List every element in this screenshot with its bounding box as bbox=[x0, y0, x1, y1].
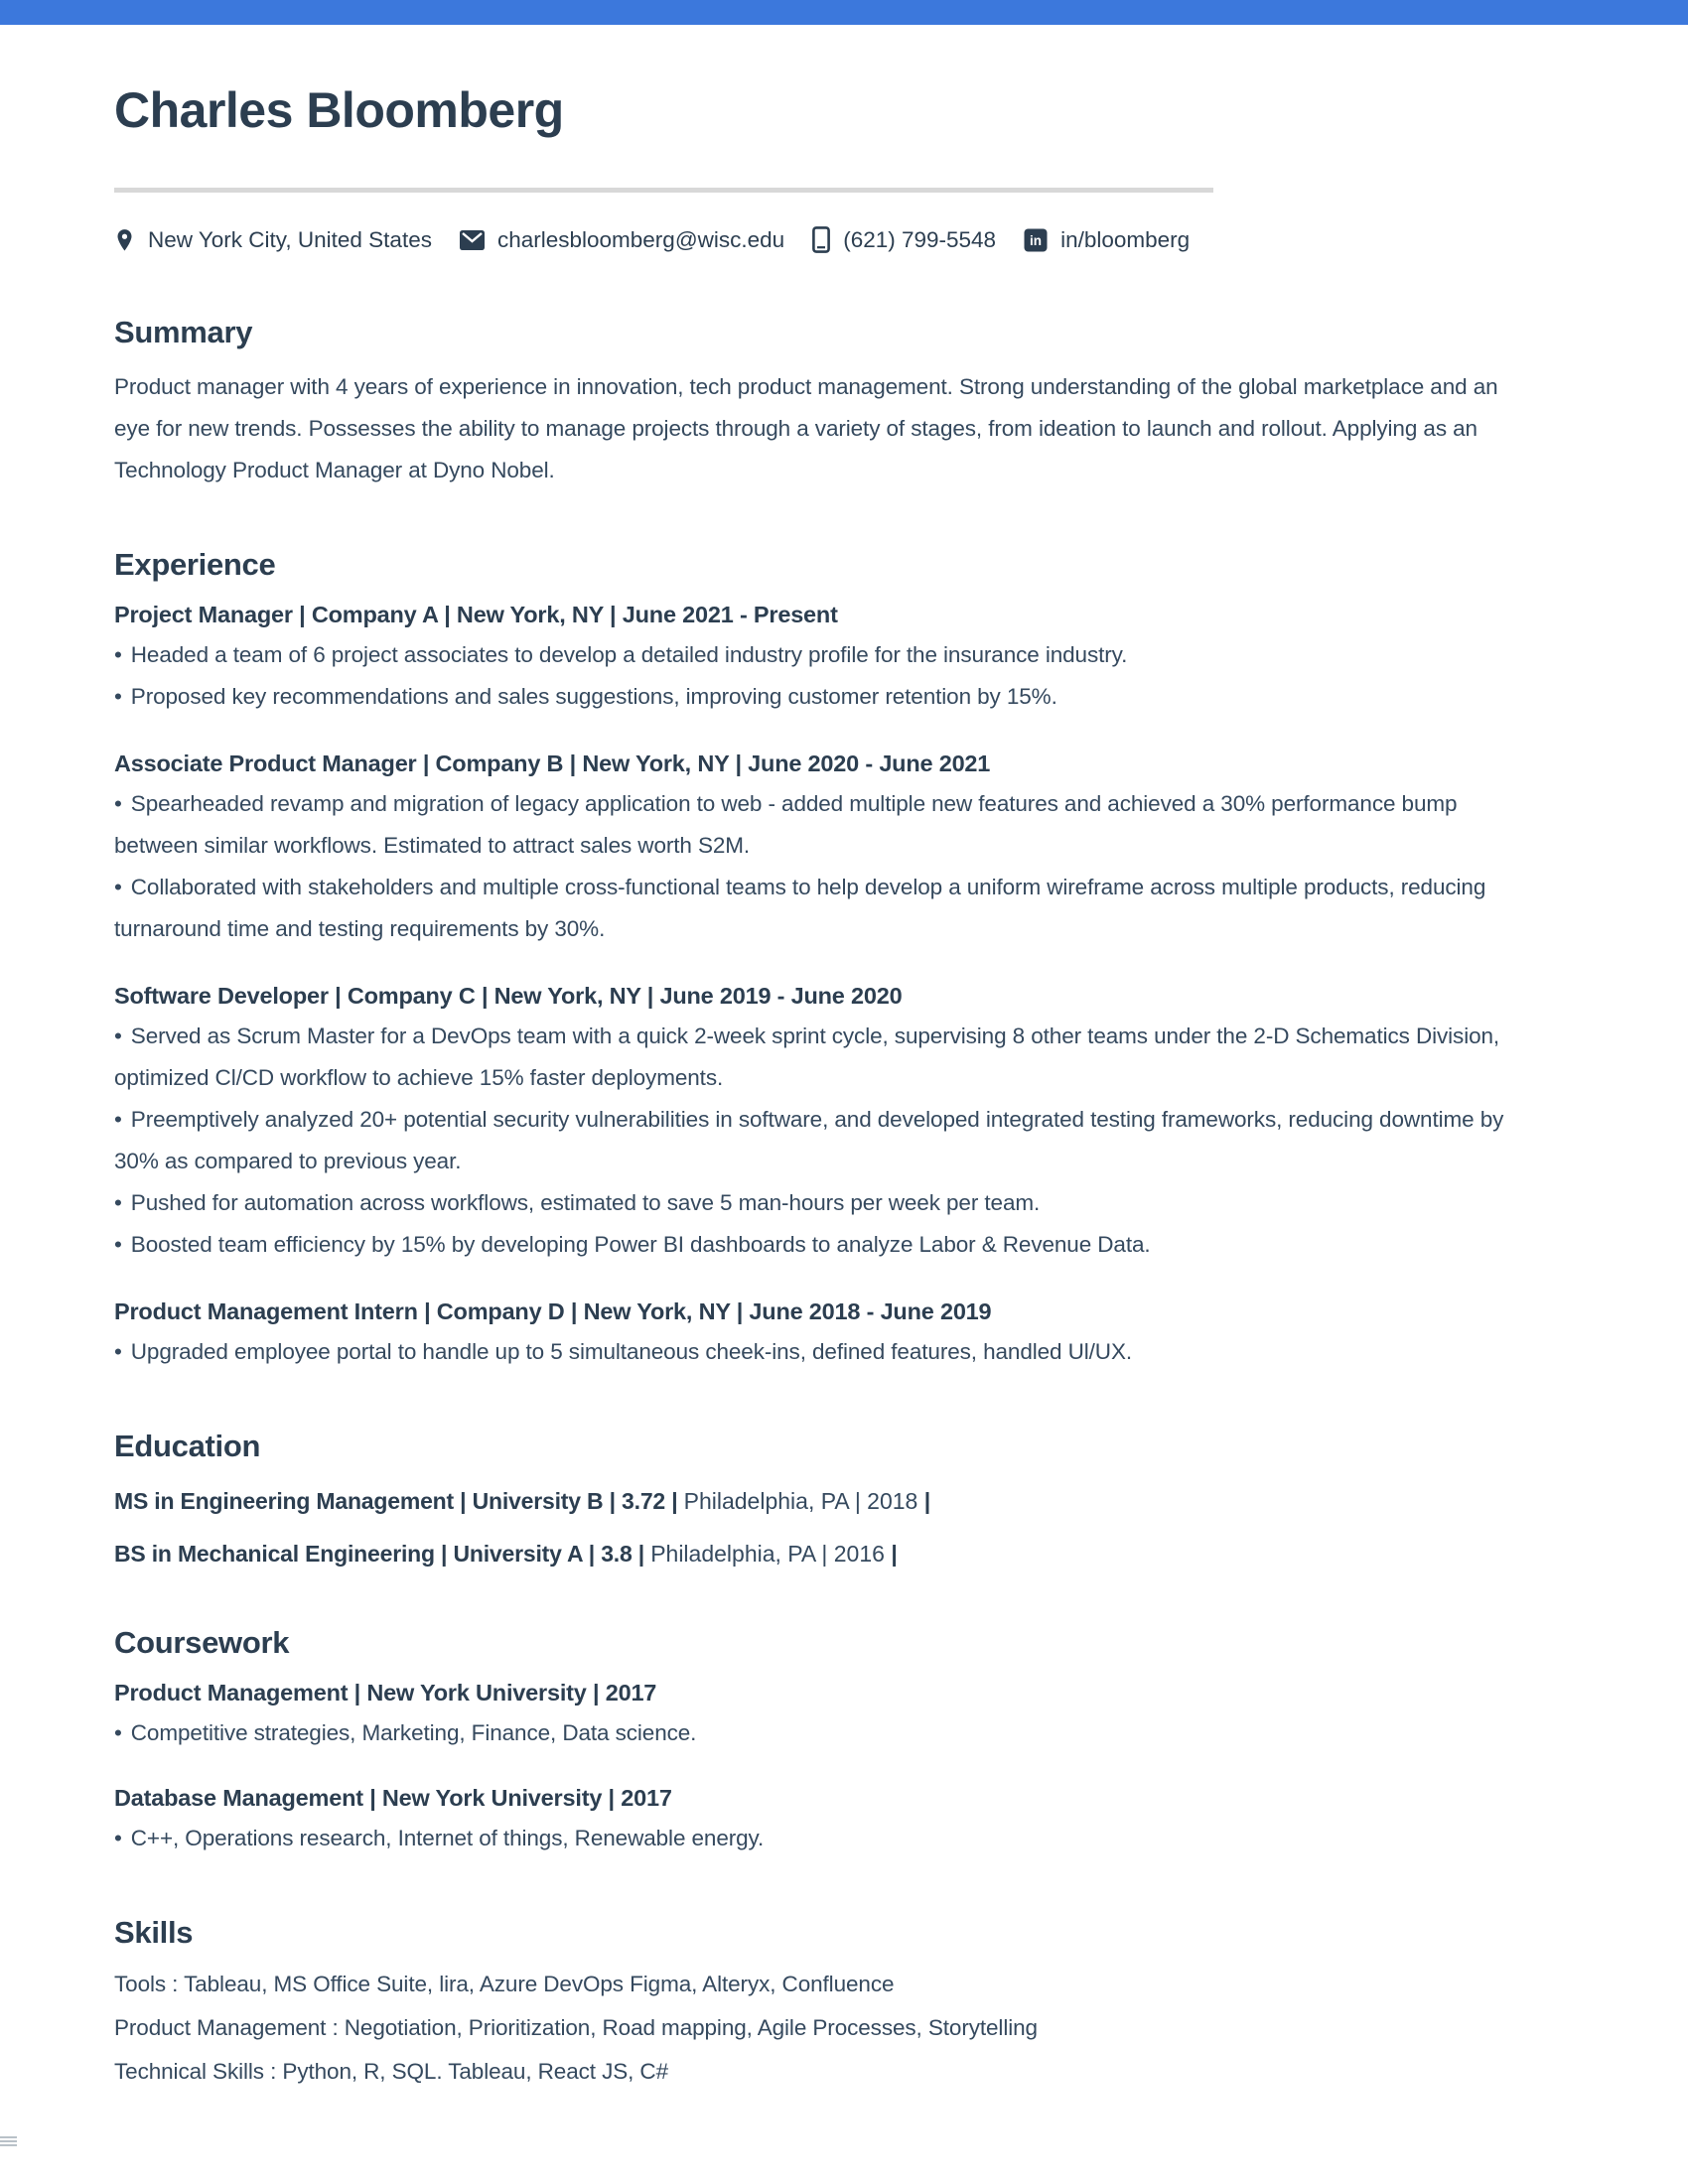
linkedin-icon bbox=[1024, 228, 1048, 252]
contact-location-text: New York City, United States bbox=[148, 226, 432, 252]
experience-job bbox=[114, 748, 1539, 950]
education-entry bbox=[114, 1539, 1539, 1570]
course-bullet: • Competitive strategies, Marketing, Finance, Data science. bbox=[114, 1712, 1539, 1754]
skill-line-tools: Tools : Tableau, MS Office Suite, lira, Azure DevOps Figma, Alteryx, Confluence bbox=[114, 1972, 895, 1996]
contact-row bbox=[114, 226, 1539, 253]
section-heading-coursework: Coursework bbox=[114, 1625, 290, 1660]
education-entry bbox=[114, 1486, 1539, 1517]
job-bullets bbox=[114, 1016, 1539, 1266]
envelope-icon bbox=[460, 230, 485, 250]
job-bullet: • Served as Scrum Master for a DevOps team with a quick 2-week sprint cycle, supervising 8 other teams under the 2-D Schematics Division, optimized Cl/CD workflow to achieve 15% faster deployments. bbox=[114, 1016, 1539, 1099]
job-title: Associate Product Manager | Company B | New York, NY | June 2020 - June 2021 bbox=[114, 751, 991, 776]
education-degree: MS in Engineering Management | University B | 3.72 | bbox=[114, 1488, 684, 1514]
section-heading-skills: Skills bbox=[114, 1915, 194, 1950]
skill-line-product-management: Product Management : Negotiation, Prioritization, Road mapping, Agile Processes, Storytelling bbox=[114, 2015, 1038, 2040]
contact-linkedin-text: in/bloomberg bbox=[1060, 226, 1191, 252]
header-divider bbox=[114, 188, 1213, 193]
job-bullets bbox=[114, 1331, 1539, 1373]
location-pin-icon bbox=[114, 227, 135, 253]
contact-phone bbox=[812, 226, 996, 253]
job-bullets bbox=[114, 783, 1539, 950]
skill-line-technical: Technical Skills : Python, R, SQL. Tableau, React JS, C# bbox=[114, 2059, 668, 2084]
job-bullets bbox=[114, 634, 1539, 718]
course-title: Database Management | New York University | 2017 bbox=[114, 1785, 672, 1811]
skills-list bbox=[114, 1963, 1539, 2094]
summary-text: Product manager with 4 years of experience in innovation, tech product management. Strong understanding of the global marketplace and an eye for new trends. Possesses the ability to manage projects through a variety of stages, from ideation to launch and rollout. Applying as an Technology Product Manager at Dyno Nobel. bbox=[114, 374, 1498, 482]
svg-text:in: in bbox=[1030, 232, 1043, 248]
job-title: Project Manager | Company A | New York, NY | June 2021 - Present bbox=[114, 602, 838, 627]
coursework-entry bbox=[114, 1782, 1539, 1859]
education-location-year: Philadelphia, PA | 2016 bbox=[650, 1541, 892, 1567]
job-bullet: • Pushed for automation across workflows, estimated to save 5 man-hours per week per team. bbox=[114, 1182, 1539, 1224]
section-heading-education: Education bbox=[114, 1429, 261, 1463]
job-bullet: • Headed a team of 6 project associates to develop a detailed industry profile for the insurance industry. bbox=[114, 634, 1539, 676]
course-title: Product Management | New York University | 2017 bbox=[114, 1680, 657, 1706]
job-title: Product Management Intern | Company D | New York, NY | June 2018 - June 2019 bbox=[114, 1298, 992, 1324]
experience-job bbox=[114, 1296, 1539, 1373]
section-heading-experience: Experience bbox=[114, 547, 276, 582]
job-title: Software Developer | Company C | New York, NY | June 2019 - June 2020 bbox=[114, 983, 903, 1009]
contact-location bbox=[114, 227, 432, 253]
contact-linkedin bbox=[1024, 227, 1190, 253]
course-bullet: • C++, Operations research, Internet of things, Renewable energy. bbox=[114, 1818, 1539, 1859]
resume-content bbox=[0, 80, 1688, 2094]
education-degree: BS in Mechanical Engineering | University A | 3.8 | bbox=[114, 1541, 651, 1567]
contact-email bbox=[460, 227, 784, 253]
course-bullets bbox=[114, 1818, 1539, 1859]
smartphone-icon bbox=[812, 226, 830, 253]
job-bullet: • Upgraded employee portal to handle up to 5 simultaneous cheek-ins, defined features, handled Ul/UX. bbox=[114, 1331, 1539, 1373]
edge-artifact bbox=[0, 2136, 17, 2146]
contact-phone-text: (621) 799-5548 bbox=[843, 226, 997, 252]
contact-email-text: charlesbloomberg@wisc.edu bbox=[496, 226, 785, 252]
job-bullet: • Proposed key recommendations and sales suggestions, improving customer retention by 15%. bbox=[114, 676, 1539, 718]
experience-job bbox=[114, 599, 1539, 718]
job-bullet: • Collaborated with stakeholders and multiple cross-functional teams to help develop a uniform wireframe across multiple products, reducing turnaround time and testing requirements by 30%. bbox=[114, 867, 1539, 950]
experience-job bbox=[114, 980, 1539, 1266]
education-location-year: Philadelphia, PA | 2018 bbox=[683, 1488, 924, 1514]
education-tail-pipe: | bbox=[891, 1541, 898, 1567]
section-heading-summary: Summary bbox=[114, 315, 253, 349]
job-bullet: • Boosted team efficiency by 15% by developing Power BI dashboards to analyze Labor & Revenue Data. bbox=[114, 1224, 1539, 1266]
coursework-entry bbox=[114, 1677, 1539, 1754]
top-accent-bar bbox=[0, 0, 1688, 25]
education-tail-pipe: | bbox=[923, 1488, 931, 1514]
job-bullet: • Preemptively analyzed 20+ potential security vulnerabilities in software, and developed integrated testing frameworks, reducing downtime by 30% as compared to previous year. bbox=[114, 1099, 1539, 1182]
course-bullets bbox=[114, 1712, 1539, 1754]
page-title: Charles Bloomberg bbox=[114, 82, 564, 138]
job-bullet: • Spearheaded revamp and migration of legacy application to web - added multiple new features and achieved a 30% performance bump between similar workflows. Estimated to attract sales worth S2M. bbox=[114, 783, 1539, 867]
